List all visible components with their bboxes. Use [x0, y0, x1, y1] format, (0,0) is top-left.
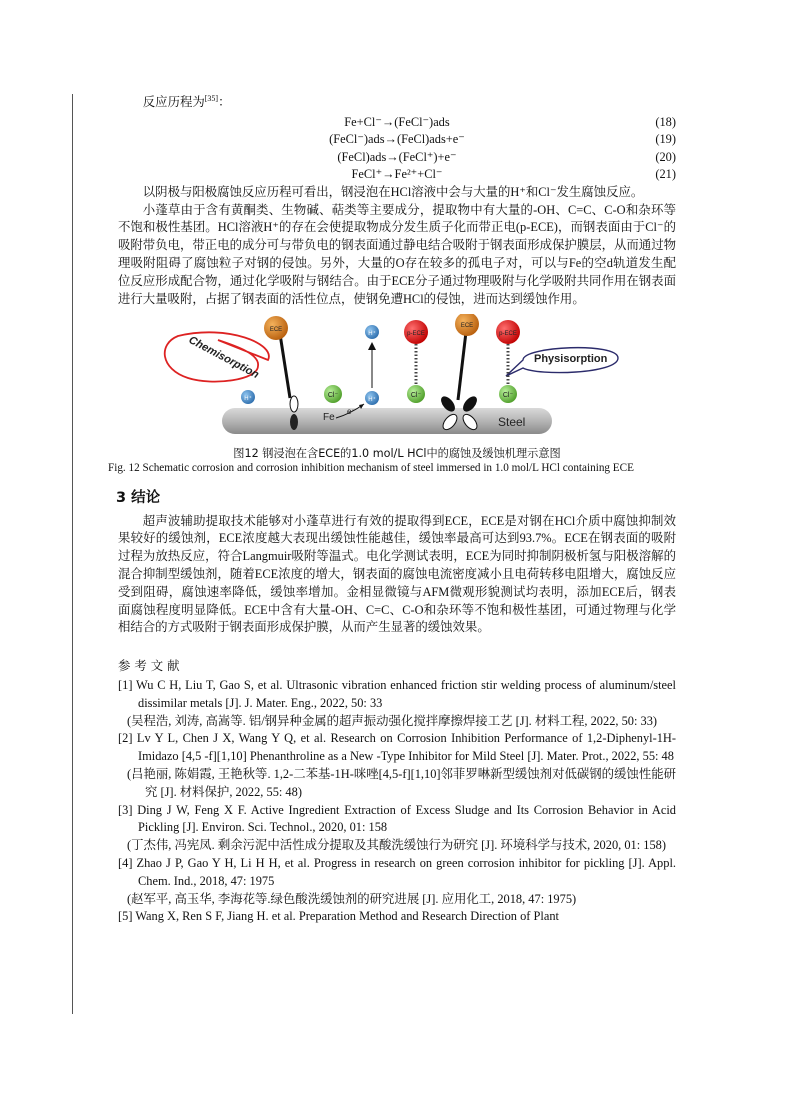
equation-number: (21) [655, 167, 676, 182]
figure-caption-cn: 图12 钢浸泡在含ECE的1.0 mol/L HCl中的腐蚀及缓蚀机理示意图 [233, 447, 561, 461]
equation: FeCl⁺→Fe²⁺+Cl⁻ [351, 167, 443, 182]
ece-label: ECE [269, 327, 283, 334]
equation-number: (19) [655, 132, 676, 147]
paragraph-reaction-summary: 以阴极与阳极腐蚀反应历程可看出，钢浸泡在HCl溶液中会与大量的H⁺和Cl⁻发生腐蚀反应。 [142, 184, 644, 199]
reference-list [118, 677, 676, 926]
fe-label: Fe [323, 412, 335, 424]
p-ece-label: p-ECE [407, 331, 425, 338]
reference-entry: [2] Lv Y L, Chen J X, Wang Y Q, et al. Research on Corrosion Inhibition Performance of 1,2-Diphenyl-1H-Imidazo [4,5 -f][1,10] Phenanthroline as a New -Type Inhibitor for Mild Steel [J]. Mater. Prot., 2022, 55: 48 [118, 731, 676, 764]
steel-label: Steel [498, 415, 526, 430]
ece-tail [280, 334, 290, 398]
p-ece-label: p-ECE [499, 331, 517, 338]
intro-text: 反应历程为 [142, 95, 205, 109]
cl-ion-label: Cl⁻ [502, 392, 514, 400]
page-content [108, 93, 676, 926]
reference-translation: (丁杰伟, 冯宪凤. 剩余污泥中活性成分提取及其酸洗缓蚀行为研究 [J]. 环境科学与技术, 2020, 01: 158) [127, 838, 666, 853]
equation-row [118, 166, 676, 184]
reference-translation: (吕艳丽, 陈娟霞, 王艳秋等. 1,2-二苯基-1H-咪唑[4,5-f][1,10]邻菲罗啉新型缓蚀剂对低碳钢的缓蚀性能研究 [J]. 材料保护, 2022, 55: 48) [127, 767, 676, 799]
equation: (FeCl⁻)ads→(FeCl)ads+e⁻ [329, 132, 465, 147]
arrowhead-icon [368, 342, 376, 350]
chemisorption-label: Chemisorption [186, 334, 261, 382]
cl-ion-label: Cl⁻ [327, 392, 339, 400]
equation-row [118, 149, 676, 167]
h-ion-label: H⁺ [368, 331, 376, 338]
section-title: 3 结论 [116, 489, 161, 506]
ece-label: ECE [460, 323, 474, 330]
paragraph-mechanism: 小蓬草由于含有黄酮类、生物碱、萜类等主要成分，提取物中有大量的-OH、C=C、C-O和杂环等不饱和极性基团。HCl溶液H⁺的存在会使提取物成分发生质子化而带正电(p-ECE)，而钢表面由于Cl⁻的吸附带负电，带正电的成分可与带负电的钢表面通过静电结合吸附于钢表面形成保护膜层，从而通过物理吸附阻碍了腐蚀粒子对钢的侵蚀。另外，大量的O存在较多的孤电子对，可以与Fe的空d轨道发生配位反应形成配合物，通过化学吸附与钢结合。由于ECE分子通过物理吸附与化学吸附共同作用在钢表面进行大量吸附，占据了钢表面的活性位点，使钢免遭HCl的侵蚀，进而达到缓蚀作用。 [118, 202, 676, 306]
electron-label: e⁻ [347, 407, 356, 417]
h-ion-label: H⁺ [368, 397, 376, 404]
intro-colon: ： [218, 95, 231, 109]
ece-tail [458, 332, 466, 400]
mechanism-diagram [118, 314, 676, 442]
reference-entry: [3] Ding J W, Feng X F. Active Ingredient Extraction of Excess Sludge and Its Corrosion Behavior in Acid Pickling [J]. Environ. Sci. Technol., 2020, 01: 158 [118, 802, 676, 835]
intro-citation[interactable]: [35] [204, 93, 219, 103]
orbital-icon [290, 396, 298, 412]
equation-block [118, 114, 676, 184]
figure-caption-en: Fig. 12 Schematic corrosion and corrosion inhibition mechanism of steel immersed in 1.0 mol/L HCl containing ECE [108, 462, 634, 475]
mechanism-figure [118, 314, 676, 442]
physisorption-label: Physisorption [534, 353, 608, 366]
equation: (FeCl)ads→(FeCl⁺)+e⁻ [337, 149, 457, 164]
orbital-icon [290, 414, 298, 430]
h-ion-label: H⁺ [244, 396, 252, 403]
equation-number: (18) [655, 114, 676, 129]
references-title: 参考文献 [118, 658, 184, 674]
intro-line [118, 94, 676, 112]
equation-number: (20) [655, 149, 676, 164]
equation-row [118, 131, 676, 149]
reference-entry: [1] Wu C H, Liu T, Gao S, et al. Ultrasonic vibration enhanced friction stir welding process of aluminum/steel dissimilar metals [J]. J. Mater. Eng., 2022, 50: 33 [118, 678, 676, 710]
reference-entry: [5] Wang X, Ren S F, Jiang H. et al. Preparation Method and Research Direction of Plant [118, 909, 559, 924]
margin-rule [72, 94, 73, 1014]
cl-ion-label: Cl⁻ [410, 392, 422, 400]
reference-entry: [4] Zhao J P, Gao Y H, Li H H, et al. Progress in research on green corrosion inhibitor for pickling [J]. Appl. Chem. Ind., 2018, 47: 1975 [118, 856, 676, 888]
conclusion-paragraph: 超声波辅助提取技术能够对小蓬草进行有效的提取得到ECE，ECE是对钢在HCl介质中腐蚀抑制效果较好的缓蚀剂，ECE浓度越大表现出缓蚀性能越佳，缓蚀率最高可达到93.7%。ECE在钢表面的吸附过程为放热反应，符合Langmuir吸附等温式。电化学测试表明，ECE为同时抑制阴极析氢与阳极溶解的混合抑制型缓蚀剂，随着ECE浓度的增大，钢表面的腐蚀电流密度减小且电荷转移电阻增大，腐蚀反应受到阻碍，腐蚀速率降低，缓蚀率增加。金相显微镜与AFM微观形貌测试均表明，添加ECE后，钢表面腐蚀程度明显降低。ECE中含有大量-OH、C=C、C-O和杂环等不饱和极性基团，可通过物理与化学相结合的方式吸附于钢表面形成保护膜，从而产生显著的缓蚀效果。 [118, 513, 676, 635]
equation: Fe+Cl⁻→(FeCl⁻)ads [344, 114, 450, 129]
reference-translation: (吴程浩, 刘涛, 高嵩等. 铝/钢异种金属的超声振动强化搅拌摩擦焊接工艺 [J]. 材料工程, 2022, 50: 33) [127, 713, 658, 728]
reference-translation: (赵军平, 高玉华, 李海花等.绿色酸洗缓蚀剂的研究进展 [J]. 应用化工, 2018, 47: 1975) [127, 891, 577, 906]
equation-row [118, 114, 676, 132]
